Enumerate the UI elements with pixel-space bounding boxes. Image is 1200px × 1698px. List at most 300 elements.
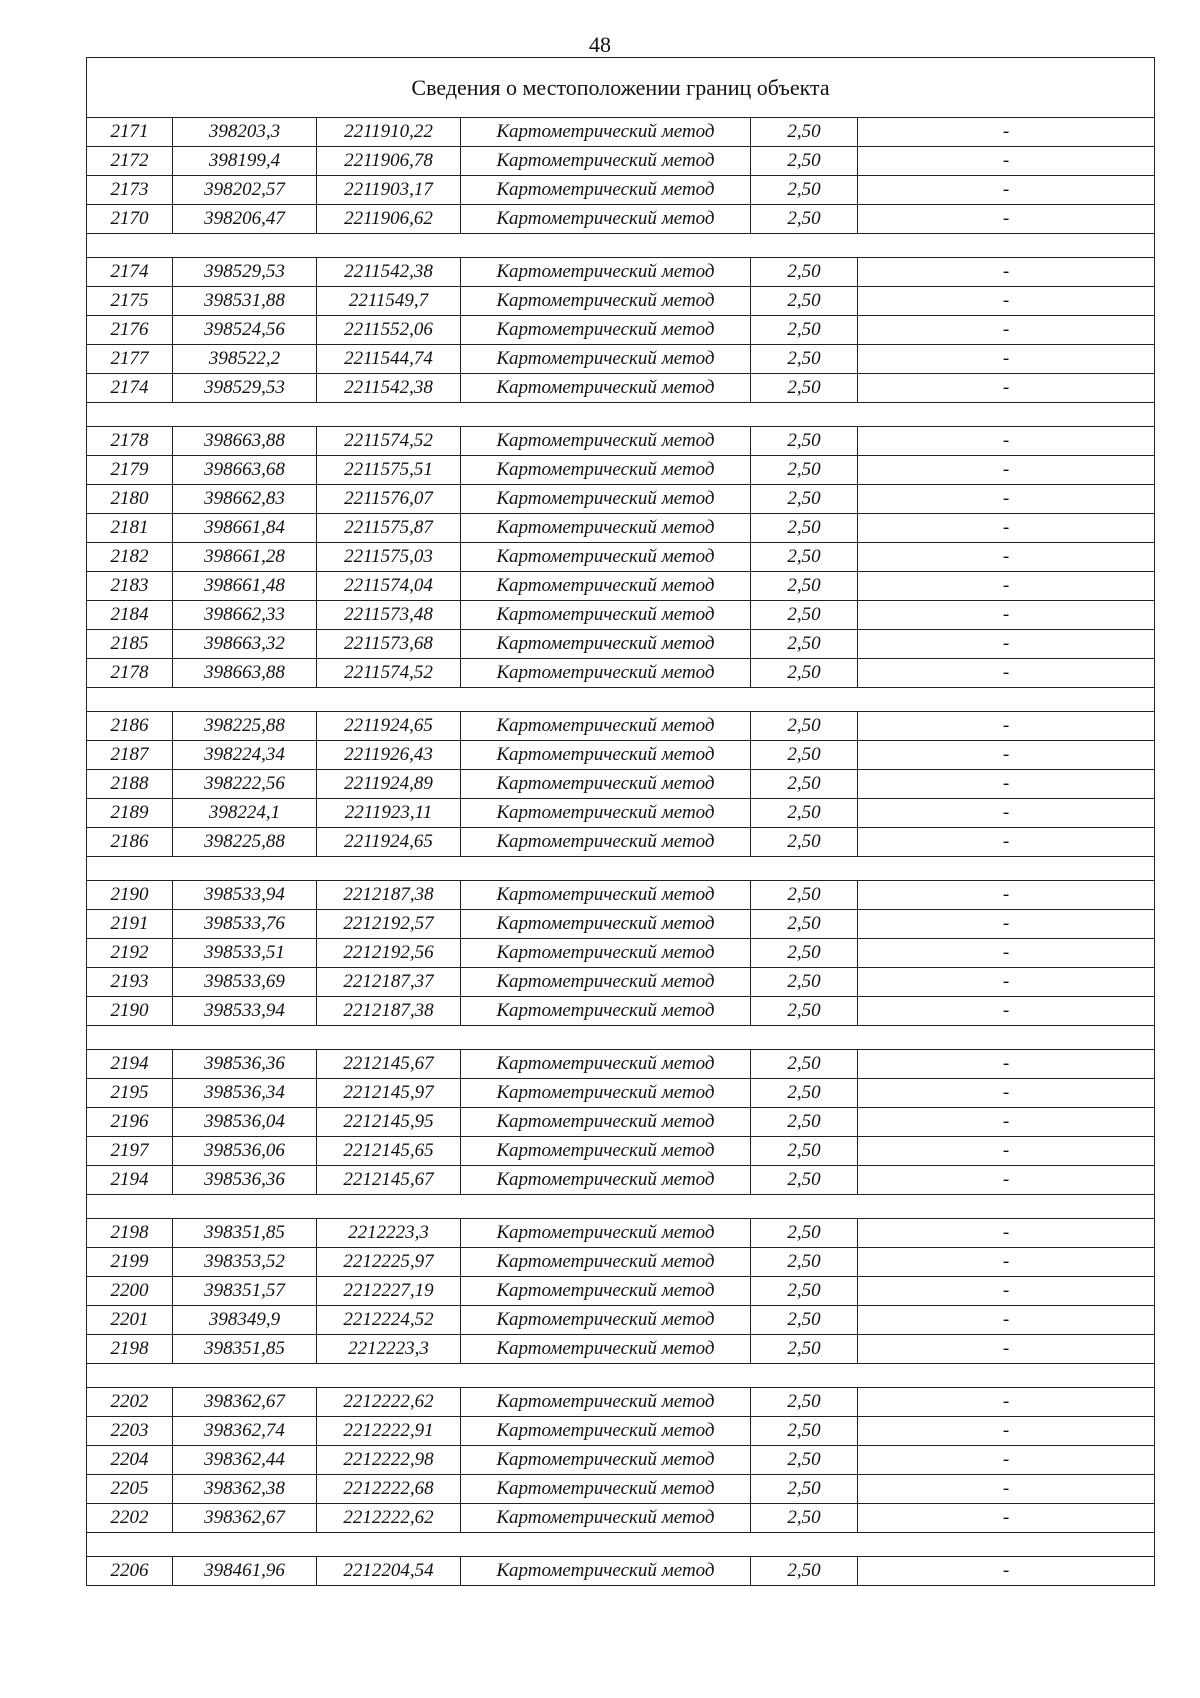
point-number-cell: 2200 (87, 1277, 173, 1306)
x-coordinate-cell: 398362,67 (173, 1504, 317, 1533)
method-cell: Картометрический метод (461, 910, 751, 939)
description-cell: - (858, 176, 1155, 205)
method-cell: Картометрический метод (461, 1137, 751, 1166)
description-cell: - (858, 485, 1155, 514)
y-coordinate-cell: 2211575,03 (317, 543, 461, 572)
x-coordinate-cell: 398199,4 (173, 147, 317, 176)
point-number-cell: 2191 (87, 910, 173, 939)
description-cell: - (858, 118, 1155, 147)
accuracy-cell: 2,50 (751, 601, 858, 630)
method-cell: Картометрический метод (461, 1219, 751, 1248)
y-coordinate-cell: 2211542,38 (317, 258, 461, 287)
table-row (87, 1388, 1155, 1417)
method-cell: Картометрический метод (461, 1475, 751, 1504)
point-number-cell: 2171 (87, 118, 173, 147)
description-cell: - (858, 1277, 1155, 1306)
description-cell: - (858, 1219, 1155, 1248)
y-coordinate-cell: 2211544,74 (317, 345, 461, 374)
point-number-cell: 2198 (87, 1335, 173, 1364)
accuracy-cell: 2,50 (751, 1277, 858, 1306)
y-coordinate-cell: 2211573,48 (317, 601, 461, 630)
table-row (87, 1335, 1155, 1364)
x-coordinate-cell: 398362,74 (173, 1417, 317, 1446)
description-cell: - (858, 316, 1155, 345)
accuracy-cell: 2,50 (751, 427, 858, 456)
description-cell: - (858, 514, 1155, 543)
method-cell: Картометрический метод (461, 258, 751, 287)
group-separator-cell (87, 403, 1155, 427)
x-coordinate-cell: 398461,96 (173, 1557, 317, 1586)
method-cell: Картометрический метод (461, 1388, 751, 1417)
accuracy-cell: 2,50 (751, 1137, 858, 1166)
method-cell: Картометрический метод (461, 939, 751, 968)
y-coordinate-cell: 2212192,56 (317, 939, 461, 968)
table-row (87, 799, 1155, 828)
accuracy-cell: 2,50 (751, 1475, 858, 1504)
y-coordinate-cell: 2211549,7 (317, 287, 461, 316)
method-cell: Картометрический метод (461, 659, 751, 688)
method-cell: Картометрический метод (461, 968, 751, 997)
y-coordinate-cell: 2212145,67 (317, 1050, 461, 1079)
accuracy-cell: 2,50 (751, 770, 858, 799)
y-coordinate-cell: 2211574,52 (317, 659, 461, 688)
description-cell: - (858, 543, 1155, 572)
group-separator-row (87, 857, 1155, 881)
x-coordinate-cell: 398533,69 (173, 968, 317, 997)
accuracy-cell: 2,50 (751, 374, 858, 403)
table-row (87, 345, 1155, 374)
y-coordinate-cell: 2211576,07 (317, 485, 461, 514)
table-row (87, 881, 1155, 910)
group-separator-cell (87, 234, 1155, 258)
description-cell: - (858, 630, 1155, 659)
method-cell: Картометрический метод (461, 147, 751, 176)
table-row (87, 1306, 1155, 1335)
description-cell: - (858, 799, 1155, 828)
point-number-cell: 2190 (87, 997, 173, 1026)
method-cell: Картометрический метод (461, 997, 751, 1026)
x-coordinate-cell: 398662,83 (173, 485, 317, 514)
description-cell: - (858, 1248, 1155, 1277)
x-coordinate-cell: 398203,3 (173, 118, 317, 147)
description-cell: - (858, 1108, 1155, 1137)
x-coordinate-cell: 398224,1 (173, 799, 317, 828)
x-coordinate-cell: 398529,53 (173, 374, 317, 403)
group-separator-cell (87, 1364, 1155, 1388)
table-row (87, 485, 1155, 514)
method-cell: Картометрический метод (461, 1446, 751, 1475)
table-row (87, 1248, 1155, 1277)
x-coordinate-cell: 398351,85 (173, 1335, 317, 1364)
accuracy-cell: 2,50 (751, 712, 858, 741)
x-coordinate-cell: 398349,9 (173, 1306, 317, 1335)
description-cell: - (858, 1137, 1155, 1166)
x-coordinate-cell: 398225,88 (173, 712, 317, 741)
method-cell: Картометрический метод (461, 485, 751, 514)
table-row (87, 427, 1155, 456)
description-cell: - (858, 828, 1155, 857)
description-cell: - (858, 968, 1155, 997)
table-row (87, 258, 1155, 287)
method-cell: Картометрический метод (461, 1166, 751, 1195)
table-row (87, 910, 1155, 939)
point-number-cell: 2205 (87, 1475, 173, 1504)
point-number-cell: 2204 (87, 1446, 173, 1475)
table-row (87, 997, 1155, 1026)
y-coordinate-cell: 2211552,06 (317, 316, 461, 345)
table-row (87, 1277, 1155, 1306)
y-coordinate-cell: 2211926,43 (317, 741, 461, 770)
point-number-cell: 2195 (87, 1079, 173, 1108)
description-cell: - (858, 572, 1155, 601)
x-coordinate-cell: 398536,36 (173, 1050, 317, 1079)
description-cell: - (858, 1446, 1155, 1475)
description-cell: - (858, 997, 1155, 1026)
y-coordinate-cell: 2211542,38 (317, 374, 461, 403)
table-row (87, 601, 1155, 630)
point-number-cell: 2190 (87, 881, 173, 910)
accuracy-cell: 2,50 (751, 345, 858, 374)
accuracy-cell: 2,50 (751, 572, 858, 601)
point-number-cell: 2174 (87, 374, 173, 403)
description-cell: - (858, 601, 1155, 630)
x-coordinate-cell: 398533,94 (173, 881, 317, 910)
y-coordinate-cell: 2211924,89 (317, 770, 461, 799)
description-cell: - (858, 1050, 1155, 1079)
y-coordinate-cell: 2211924,65 (317, 828, 461, 857)
description-cell: - (858, 147, 1155, 176)
group-separator-cell (87, 1195, 1155, 1219)
accuracy-cell: 2,50 (751, 118, 858, 147)
accuracy-cell: 2,50 (751, 1557, 858, 1586)
x-coordinate-cell: 398661,28 (173, 543, 317, 572)
y-coordinate-cell: 2212222,62 (317, 1504, 461, 1533)
y-coordinate-cell: 2211574,04 (317, 572, 461, 601)
table-row (87, 1446, 1155, 1475)
description-cell: - (858, 910, 1155, 939)
accuracy-cell: 2,50 (751, 881, 858, 910)
point-number-cell: 2184 (87, 601, 173, 630)
group-separator-row (87, 234, 1155, 258)
point-number-cell: 2178 (87, 427, 173, 456)
method-cell: Картометрический метод (461, 630, 751, 659)
point-number-cell: 2177 (87, 345, 173, 374)
point-number-cell: 2186 (87, 712, 173, 741)
table-row (87, 176, 1155, 205)
y-coordinate-cell: 2212222,68 (317, 1475, 461, 1504)
y-coordinate-cell: 2211923,11 (317, 799, 461, 828)
y-coordinate-cell: 2211903,17 (317, 176, 461, 205)
x-coordinate-cell: 398202,57 (173, 176, 317, 205)
method-cell: Картометрический метод (461, 572, 751, 601)
description-cell: - (858, 712, 1155, 741)
point-number-cell: 2183 (87, 572, 173, 601)
point-number-cell: 2180 (87, 485, 173, 514)
table-row (87, 316, 1155, 345)
description-cell: - (858, 374, 1155, 403)
table-row (87, 1557, 1155, 1586)
accuracy-cell: 2,50 (751, 514, 858, 543)
group-separator-cell (87, 688, 1155, 712)
y-coordinate-cell: 2211910,22 (317, 118, 461, 147)
method-cell: Картометрический метод (461, 374, 751, 403)
point-number-cell: 2202 (87, 1388, 173, 1417)
method-cell: Картометрический метод (461, 712, 751, 741)
accuracy-cell: 2,50 (751, 1166, 858, 1195)
description-cell: - (858, 939, 1155, 968)
table-row (87, 147, 1155, 176)
accuracy-cell: 2,50 (751, 147, 858, 176)
accuracy-cell: 2,50 (751, 939, 858, 968)
table-row (87, 1219, 1155, 1248)
x-coordinate-cell: 398351,57 (173, 1277, 317, 1306)
description-cell: - (858, 456, 1155, 485)
y-coordinate-cell: 2212222,98 (317, 1446, 461, 1475)
table-row (87, 1137, 1155, 1166)
x-coordinate-cell: 398362,38 (173, 1475, 317, 1504)
y-coordinate-cell: 2212225,97 (317, 1248, 461, 1277)
point-number-cell: 2197 (87, 1137, 173, 1166)
y-coordinate-cell: 2212222,91 (317, 1417, 461, 1446)
accuracy-cell: 2,50 (751, 659, 858, 688)
method-cell: Картометрический метод (461, 601, 751, 630)
table-row (87, 572, 1155, 601)
y-coordinate-cell: 2211906,62 (317, 205, 461, 234)
table-row (87, 968, 1155, 997)
table-title: Сведения о местоположении границ объекта (87, 58, 1155, 118)
description-cell: - (858, 427, 1155, 456)
accuracy-cell: 2,50 (751, 1504, 858, 1533)
group-separator-cell (87, 1026, 1155, 1050)
table-row (87, 939, 1155, 968)
table-row (87, 374, 1155, 403)
method-cell: Картометрический метод (461, 1417, 751, 1446)
point-number-cell: 2173 (87, 176, 173, 205)
x-coordinate-cell: 398536,34 (173, 1079, 317, 1108)
accuracy-cell: 2,50 (751, 1417, 858, 1446)
method-cell: Картометрический метод (461, 1050, 751, 1079)
point-number-cell: 2182 (87, 543, 173, 572)
accuracy-cell: 2,50 (751, 485, 858, 514)
table-row (87, 1166, 1155, 1195)
method-cell: Картометрический метод (461, 1079, 751, 1108)
method-cell: Картометрический метод (461, 427, 751, 456)
table-row (87, 741, 1155, 770)
x-coordinate-cell: 398663,32 (173, 630, 317, 659)
table-row (87, 118, 1155, 147)
y-coordinate-cell: 2212145,97 (317, 1079, 461, 1108)
table-row (87, 287, 1155, 316)
x-coordinate-cell: 398206,47 (173, 205, 317, 234)
accuracy-cell: 2,50 (751, 205, 858, 234)
table-row (87, 1417, 1155, 1446)
table-row (87, 1079, 1155, 1108)
point-number-cell: 2187 (87, 741, 173, 770)
y-coordinate-cell: 2212227,19 (317, 1277, 461, 1306)
point-number-cell: 2176 (87, 316, 173, 345)
point-number-cell: 2178 (87, 659, 173, 688)
description-cell: - (858, 1166, 1155, 1195)
x-coordinate-cell: 398224,34 (173, 741, 317, 770)
table-row (87, 712, 1155, 741)
x-coordinate-cell: 398529,53 (173, 258, 317, 287)
x-coordinate-cell: 398533,76 (173, 910, 317, 939)
table-row (87, 514, 1155, 543)
point-number-cell: 2203 (87, 1417, 173, 1446)
x-coordinate-cell: 398536,36 (173, 1166, 317, 1195)
point-number-cell: 2194 (87, 1050, 173, 1079)
point-number-cell: 2174 (87, 258, 173, 287)
x-coordinate-cell: 398353,52 (173, 1248, 317, 1277)
method-cell: Картометрический метод (461, 1504, 751, 1533)
table-row (87, 828, 1155, 857)
accuracy-cell: 2,50 (751, 316, 858, 345)
table-row (87, 456, 1155, 485)
accuracy-cell: 2,50 (751, 287, 858, 316)
table-body (87, 58, 1155, 1586)
table-row (87, 770, 1155, 799)
description-cell: - (858, 770, 1155, 799)
point-number-cell: 2196 (87, 1108, 173, 1137)
accuracy-cell: 2,50 (751, 258, 858, 287)
method-cell: Картометрический метод (461, 1335, 751, 1364)
y-coordinate-cell: 2212223,3 (317, 1335, 461, 1364)
x-coordinate-cell: 398531,88 (173, 287, 317, 316)
description-cell: - (858, 741, 1155, 770)
point-number-cell: 2179 (87, 456, 173, 485)
table-row (87, 205, 1155, 234)
point-number-cell: 2172 (87, 147, 173, 176)
description-cell: - (858, 1557, 1155, 1586)
point-number-cell: 2201 (87, 1306, 173, 1335)
table-row (87, 1050, 1155, 1079)
y-coordinate-cell: 2212187,37 (317, 968, 461, 997)
y-coordinate-cell: 2211906,78 (317, 147, 461, 176)
x-coordinate-cell: 398351,85 (173, 1219, 317, 1248)
group-separator-cell (87, 857, 1155, 881)
x-coordinate-cell: 398225,88 (173, 828, 317, 857)
description-cell: - (858, 1504, 1155, 1533)
y-coordinate-cell: 2212224,52 (317, 1306, 461, 1335)
y-coordinate-cell: 2211574,52 (317, 427, 461, 456)
point-number-cell: 2206 (87, 1557, 173, 1586)
method-cell: Картометрический метод (461, 456, 751, 485)
accuracy-cell: 2,50 (751, 176, 858, 205)
x-coordinate-cell: 398533,51 (173, 939, 317, 968)
y-coordinate-cell: 2212187,38 (317, 881, 461, 910)
method-cell: Картометрический метод (461, 543, 751, 572)
y-coordinate-cell: 2211573,68 (317, 630, 461, 659)
x-coordinate-cell: 398663,88 (173, 427, 317, 456)
table-title-row (87, 58, 1155, 118)
point-number-cell: 2198 (87, 1219, 173, 1248)
accuracy-cell: 2,50 (751, 1219, 858, 1248)
x-coordinate-cell: 398662,33 (173, 601, 317, 630)
description-cell: - (858, 1306, 1155, 1335)
method-cell: Картометрический метод (461, 176, 751, 205)
accuracy-cell: 2,50 (751, 1335, 858, 1364)
x-coordinate-cell: 398536,04 (173, 1108, 317, 1137)
table-row (87, 630, 1155, 659)
y-coordinate-cell: 2211575,87 (317, 514, 461, 543)
description-cell: - (858, 287, 1155, 316)
table-row (87, 659, 1155, 688)
table-row (87, 1475, 1155, 1504)
y-coordinate-cell: 2212204,54 (317, 1557, 461, 1586)
description-cell: - (858, 1388, 1155, 1417)
method-cell: Картометрический метод (461, 514, 751, 543)
point-number-cell: 2199 (87, 1248, 173, 1277)
method-cell: Картометрический метод (461, 118, 751, 147)
description-cell: - (858, 258, 1155, 287)
accuracy-cell: 2,50 (751, 1050, 858, 1079)
method-cell: Картометрический метод (461, 287, 751, 316)
method-cell: Картометрический метод (461, 770, 751, 799)
y-coordinate-cell: 2211575,51 (317, 456, 461, 485)
y-coordinate-cell: 2212145,95 (317, 1108, 461, 1137)
description-cell: - (858, 1417, 1155, 1446)
accuracy-cell: 2,50 (751, 741, 858, 770)
point-number-cell: 2188 (87, 770, 173, 799)
method-cell: Картометрический метод (461, 1277, 751, 1306)
accuracy-cell: 2,50 (751, 1079, 858, 1108)
method-cell: Картометрический метод (461, 345, 751, 374)
description-cell: - (858, 1079, 1155, 1108)
point-number-cell: 2185 (87, 630, 173, 659)
table-row (87, 1504, 1155, 1533)
accuracy-cell: 2,50 (751, 968, 858, 997)
y-coordinate-cell: 2212145,65 (317, 1137, 461, 1166)
accuracy-cell: 2,50 (751, 828, 858, 857)
x-coordinate-cell: 398663,88 (173, 659, 317, 688)
table-row (87, 1108, 1155, 1137)
y-coordinate-cell: 2211924,65 (317, 712, 461, 741)
point-number-cell: 2194 (87, 1166, 173, 1195)
boundary-coordinates-table (86, 57, 1155, 1586)
point-number-cell: 2175 (87, 287, 173, 316)
group-separator-row (87, 1533, 1155, 1557)
page-number: 48 (589, 32, 611, 57)
group-separator-row (87, 1026, 1155, 1050)
accuracy-cell: 2,50 (751, 630, 858, 659)
description-cell: - (858, 345, 1155, 374)
y-coordinate-cell: 2212222,62 (317, 1388, 461, 1417)
accuracy-cell: 2,50 (751, 910, 858, 939)
point-number-cell: 2189 (87, 799, 173, 828)
method-cell: Картометрический метод (461, 1108, 751, 1137)
accuracy-cell: 2,50 (751, 799, 858, 828)
method-cell: Картометрический метод (461, 1306, 751, 1335)
method-cell: Картометрический метод (461, 881, 751, 910)
table-row (87, 543, 1155, 572)
method-cell: Картометрический метод (461, 316, 751, 345)
accuracy-cell: 2,50 (751, 1248, 858, 1277)
accuracy-cell: 2,50 (751, 1306, 858, 1335)
group-separator-row (87, 1364, 1155, 1388)
x-coordinate-cell: 398222,56 (173, 770, 317, 799)
method-cell: Картометрический метод (461, 205, 751, 234)
method-cell: Картометрический метод (461, 828, 751, 857)
x-coordinate-cell: 398362,67 (173, 1388, 317, 1417)
description-cell: - (858, 1335, 1155, 1364)
group-separator-row (87, 688, 1155, 712)
y-coordinate-cell: 2212223,3 (317, 1219, 461, 1248)
x-coordinate-cell: 398663,68 (173, 456, 317, 485)
accuracy-cell: 2,50 (751, 543, 858, 572)
group-separator-row (87, 403, 1155, 427)
x-coordinate-cell: 398533,94 (173, 997, 317, 1026)
x-coordinate-cell: 398362,44 (173, 1446, 317, 1475)
